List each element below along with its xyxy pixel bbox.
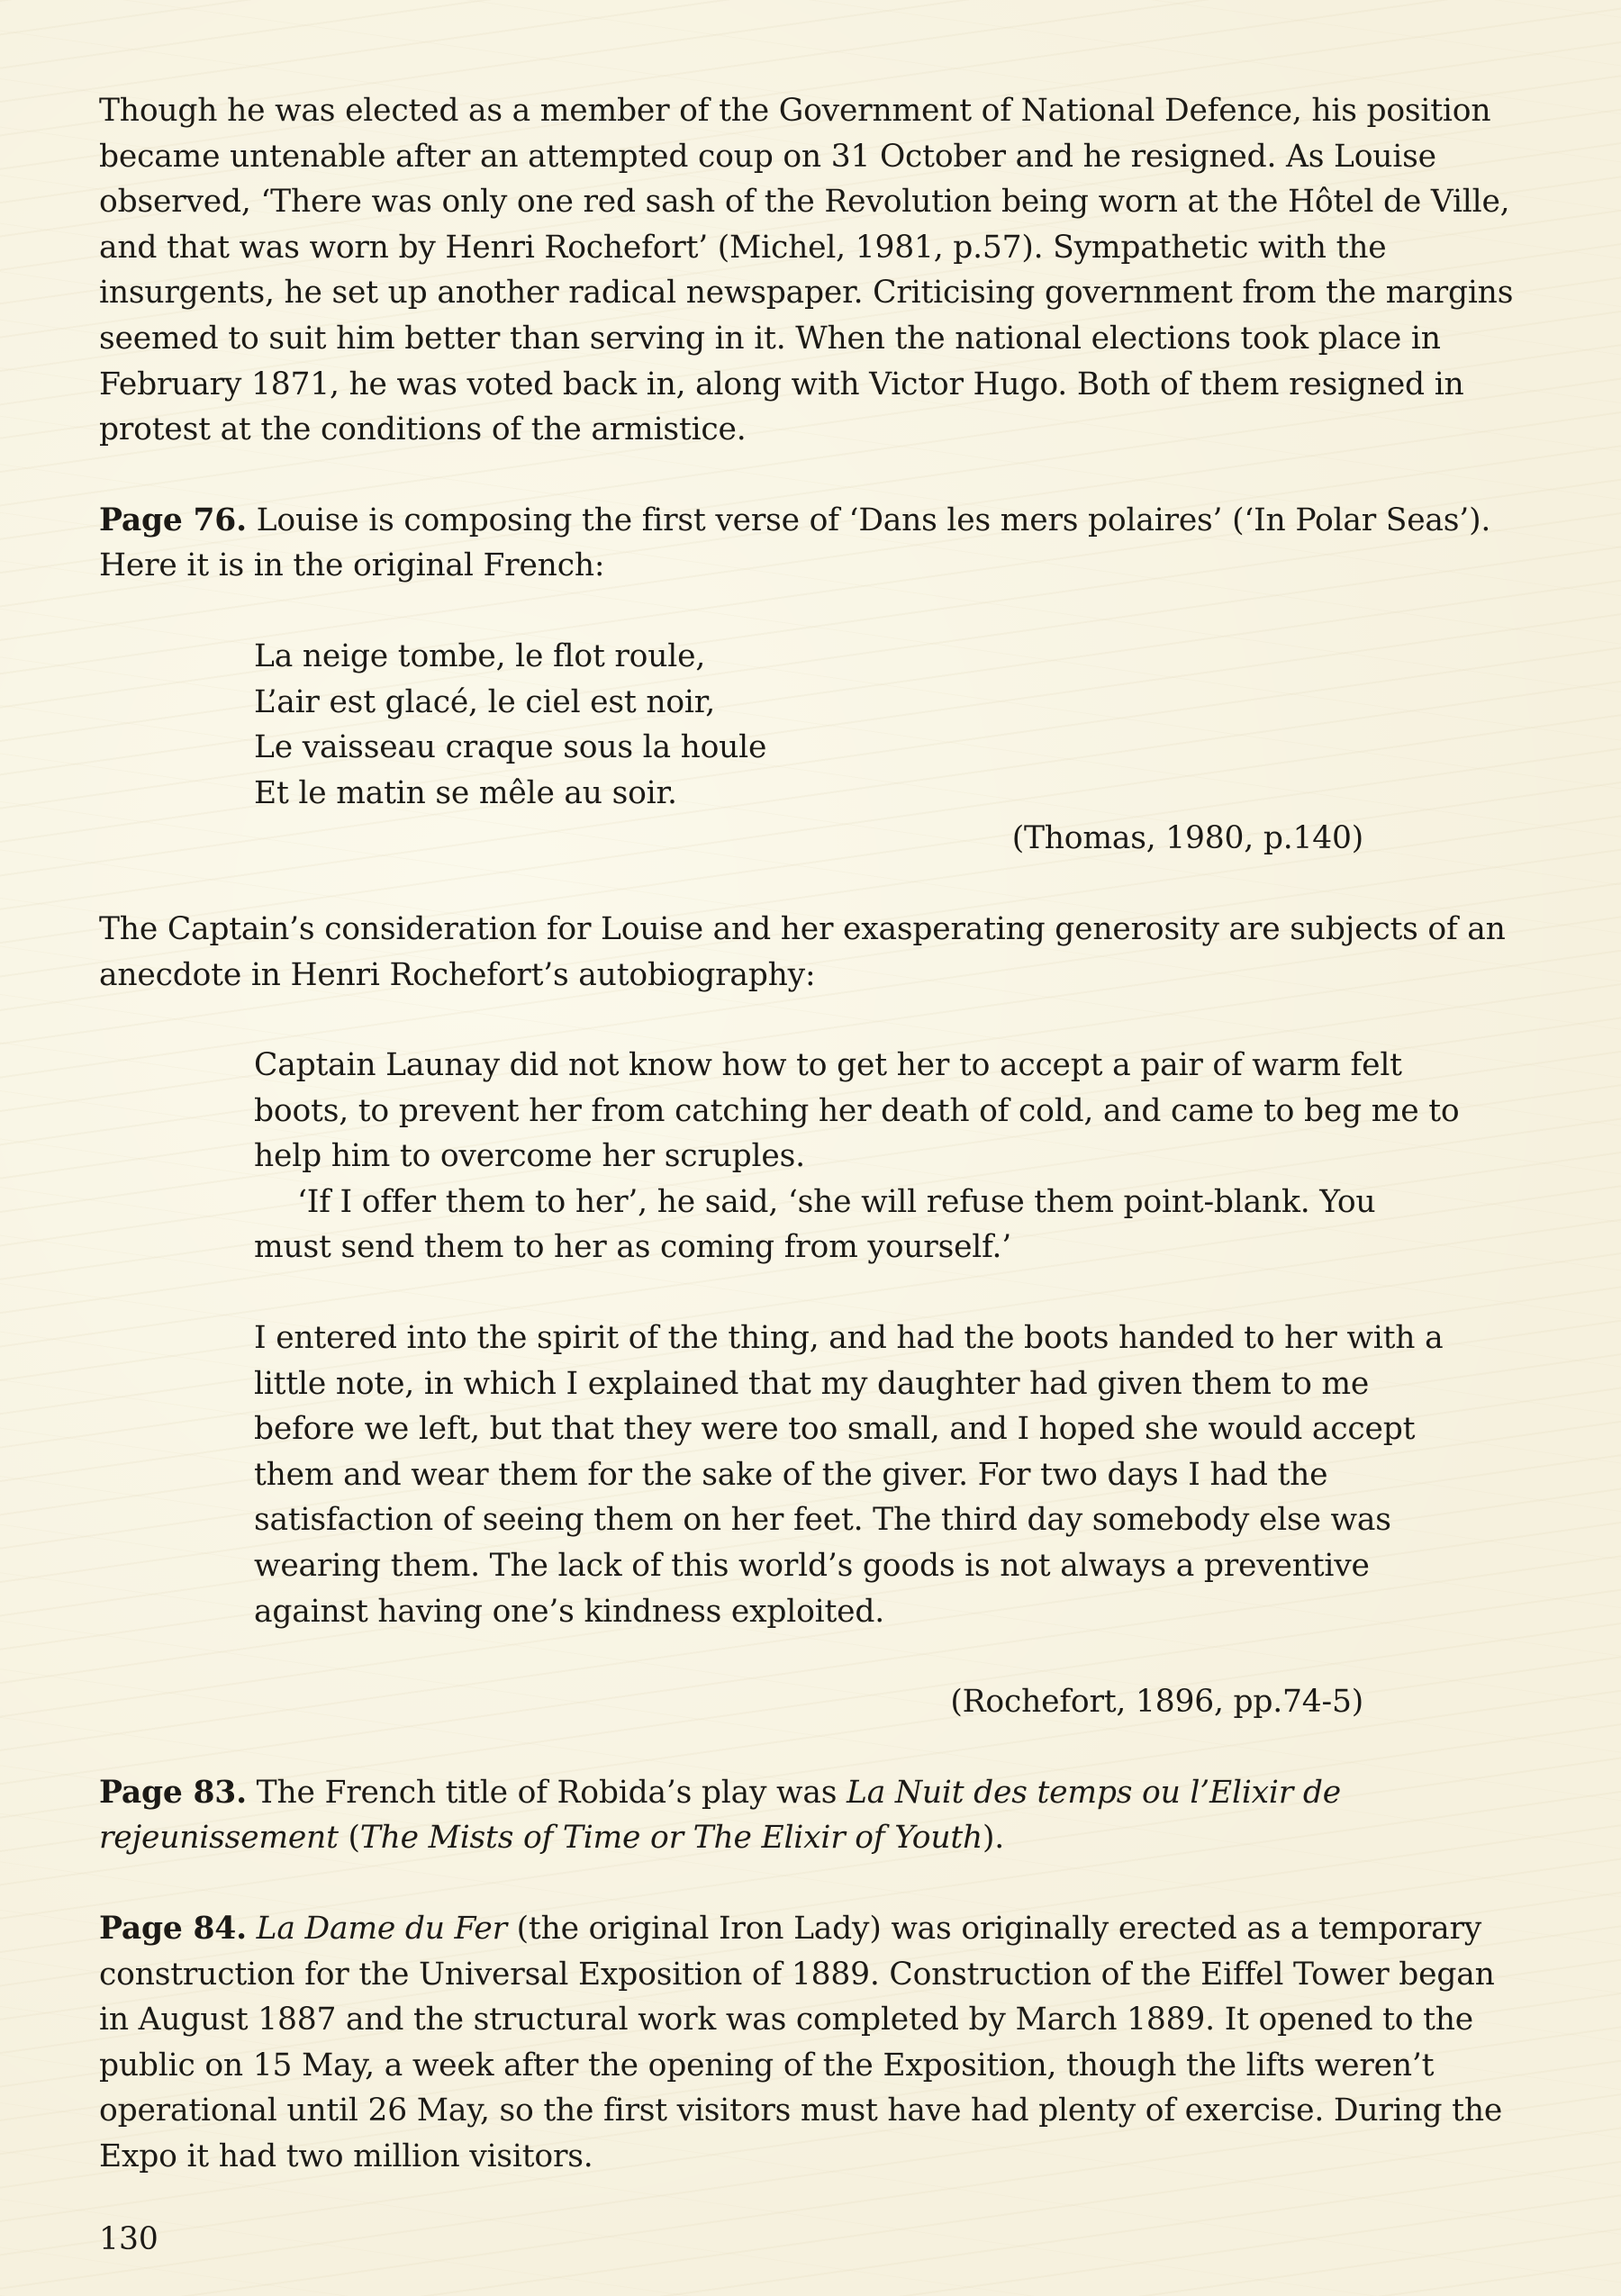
quote-paragraph-1: Captain Launay did not know how to get her to accept a pair of warm felt boots, to prevent her from catching her death of cold, and came to beg me to help him to overcome her scruples. (254, 1047, 1460, 1175)
block-quote-rochefort (254, 1043, 1461, 1634)
play-title-french: La Nuit des temps ou l’Elixir de rejeunissement (99, 1774, 1341, 1857)
quote-paragraph-3: I entered into the spirit of the thing, and had the boots handed to her with a little note, in which I explained that my daughter had given them to me before we left, but that they were too small, and I hoped she would accept them and wear them for the sake of the giver. For two days I had the satisfaction of seeing them on her feet. The third day somebody else was wearing them. The lack of this world’s goods is not always a preventive against having one’s kindness exploited. (254, 1320, 1444, 1630)
paragraph-captain-consideration: The Captain’s consideration for Louise and her exasperating generosity are subjects of an anecdote in Henri Rochefort’s autobiography: (99, 910, 1506, 993)
page-84-label: Page 84. (99, 1911, 247, 1947)
page-body (99, 88, 1522, 2180)
eiffel-tower-title: La Dame du Fer (256, 1911, 507, 1947)
verse-line: La neige tombe, le flot roule, (254, 637, 706, 674)
paragraph-rochefort-government: Though he was elected as a member of the Government of National Defence, his position became untenable after an attempted coup on 31 October and he resigned. As Louise observed, ‘There was only one red sash of the Revolution being worn at the Hôtel de Ville, and that was worn by Henri Rochefort’ (Michel, 1981, p.57). Sympathetic with the insurgents, he set up another radical newspaper. Criticising government from the margins seemed to suit him better than serving in it. When the national elections took place in February 1871, he was voted back in, along with Victor Hugo. Both of them resigned in protest at the conditions of the armistice. (99, 93, 1514, 448)
paragraph-page-84 (99, 1906, 1522, 2180)
quote-citation: (Rochefort, 1896, pp.74-5) (950, 1684, 1363, 1721)
verse-line: L’air est glacé, le ciel est noir, (254, 683, 716, 720)
page-number: 130 (99, 2221, 158, 2257)
verse-line: Et le matin se mêle au soir. (254, 774, 677, 811)
play-title-english: The Mists of Time or The Elixir of Youth (359, 1820, 983, 1857)
paragraph-page-76 (99, 498, 1522, 589)
page-83-text-a: The French title of Robida’s play was (246, 1774, 847, 1811)
page-83-text-b: ( (338, 1820, 360, 1857)
page-76-text: Louise is composing the first verse of ‘Dans les mers polaires’ (‘In Polar Seas’). Here it is in the original French: (99, 502, 1491, 584)
page-84-text: (the original Iron Lady) was originally erected as a temporary construction for the Universal Exposition of 1889. Construction of the Eiffel Tower began in August 1887 and the structural work was completed by March 1889. It opened to the public on 15 May, a week after the opening of the Exposition, though the lifts weren’t operational until 26 May, so the first visitors must have had plenty of exercise. During the Expo it had two million visitors. (99, 1911, 1503, 2174)
page-83-text-c: ). (983, 1820, 1005, 1857)
verse-line: Le vaisseau craque sous la houle (254, 729, 767, 766)
paragraph-page-83 (99, 1770, 1522, 1861)
page-83-label: Page 83. (99, 1774, 247, 1811)
verse-citation: (Thomas, 1980, p.140) (1011, 820, 1363, 857)
page-76-label: Page 76. (99, 502, 247, 538)
quote-paragraph-2: ‘If I offer them to her’, he said, ‘she will refuse them point-blank. You must send them to her as coming from yourself.’ (254, 1183, 1376, 1266)
verse-dans-les-mers-polaires (254, 634, 1461, 816)
